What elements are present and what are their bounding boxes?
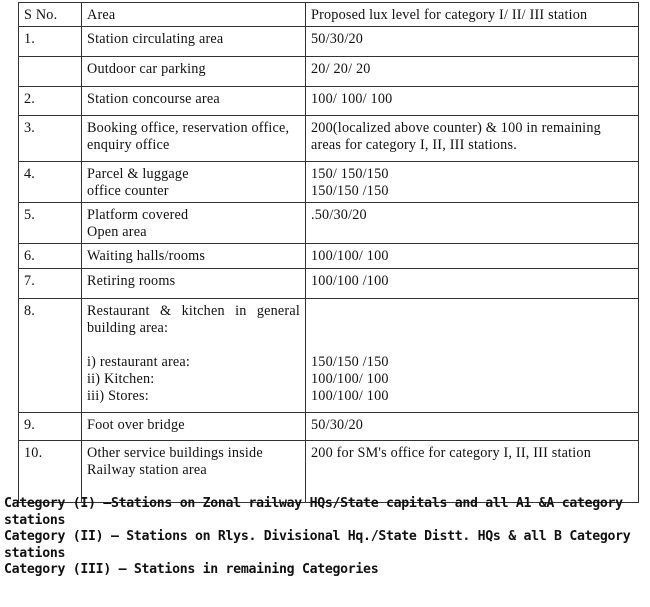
lux-level-table <box>18 2 639 503</box>
header-lux: Proposed lux level for category I/ II/ III station <box>306 3 639 27</box>
row-area: Other service buildings inside Railway station area <box>82 441 306 503</box>
row-sno: 2. <box>19 87 82 116</box>
header-sno: S No. <box>19 3 82 27</box>
row-sno: 1. <box>19 27 82 57</box>
row-sno: 4. <box>19 162 82 203</box>
area-sub: iii) Stores: <box>87 388 149 404</box>
row-area: Retiring rooms <box>82 269 306 299</box>
row-sno: 10. <box>19 441 82 503</box>
table-row <box>19 269 639 299</box>
table-row <box>19 116 639 162</box>
area-main: Restaurant & kitchen in general building area: <box>87 303 300 336</box>
row-lux: 50/30/20 <box>306 413 639 441</box>
category-note: Category (III) – Stations in remaining Categories <box>4 562 379 577</box>
row-lux: 20/ 20/ 20 <box>306 57 639 87</box>
lux-line: 150/150 /150 <box>311 183 389 199</box>
row-lux: 100/ 100/ 100 <box>306 87 639 116</box>
row-area <box>82 203 306 244</box>
table-row <box>19 57 639 87</box>
area-line: Parcel & luggage <box>87 166 189 182</box>
row-lux: 200(localized above counter) & 100 in remaining areas for category I, II, III stations. <box>306 116 639 162</box>
row-lux: 100/100/ 100 <box>306 244 639 269</box>
area-line: Open area <box>87 224 147 240</box>
table-row <box>19 203 639 244</box>
table-row <box>19 27 639 57</box>
row-area: Waiting halls/rooms <box>82 244 306 269</box>
row-area: Outdoor car parking <box>82 57 306 87</box>
row-sno: 6. <box>19 244 82 269</box>
row-sno: 8. <box>19 299 82 413</box>
category-note: Category (I) –Stations on Zonal railway HQs/State capitals and all A1 &A category stations <box>4 496 623 528</box>
lux-line: 150/ 150/150 <box>311 166 389 182</box>
table-row <box>19 162 639 203</box>
row-lux: 100/100 /100 <box>306 269 639 299</box>
lux-line: 150/150 /150 <box>311 354 389 370</box>
area-sub: ii) Kitchen: <box>87 371 155 387</box>
row-sno: 9. <box>19 413 82 441</box>
row-sno: 3. <box>19 116 82 162</box>
area-line: office counter <box>87 183 169 199</box>
row-lux: 50/30/20 <box>306 27 639 57</box>
row-area: Booking office, reservation office, enquiry office <box>82 116 306 162</box>
category-notes <box>4 496 644 579</box>
row-area: Station concourse area <box>82 87 306 116</box>
table-row <box>19 87 639 116</box>
table-header-row <box>19 3 639 27</box>
row-lux <box>306 299 639 413</box>
row-sno: 5. <box>19 203 82 244</box>
category-note: Category (II) – Stations on Rlys. Divisional Hq./State Distt. HQs & all B Category stations <box>4 529 631 561</box>
table-row <box>19 299 639 413</box>
row-sno: 7. <box>19 269 82 299</box>
row-lux: 200 for SM's office for category I, II, III station <box>306 441 639 503</box>
row-lux <box>306 162 639 203</box>
area-sub: i) restaurant area: <box>87 354 191 370</box>
header-area: Area <box>82 3 306 27</box>
row-area <box>82 299 306 413</box>
row-area: Station circulating area <box>82 27 306 57</box>
table-row <box>19 441 639 503</box>
row-area <box>82 162 306 203</box>
lux-line: 100/100/ 100 <box>311 388 389 404</box>
row-sno <box>19 57 82 87</box>
area-line: Platform covered <box>87 207 189 223</box>
row-area: Foot over bridge <box>82 413 306 441</box>
lux-line: 100/100/ 100 <box>311 371 389 387</box>
table-row <box>19 244 639 269</box>
table-row <box>19 413 639 441</box>
row-lux: .50/30/20 <box>306 203 639 244</box>
